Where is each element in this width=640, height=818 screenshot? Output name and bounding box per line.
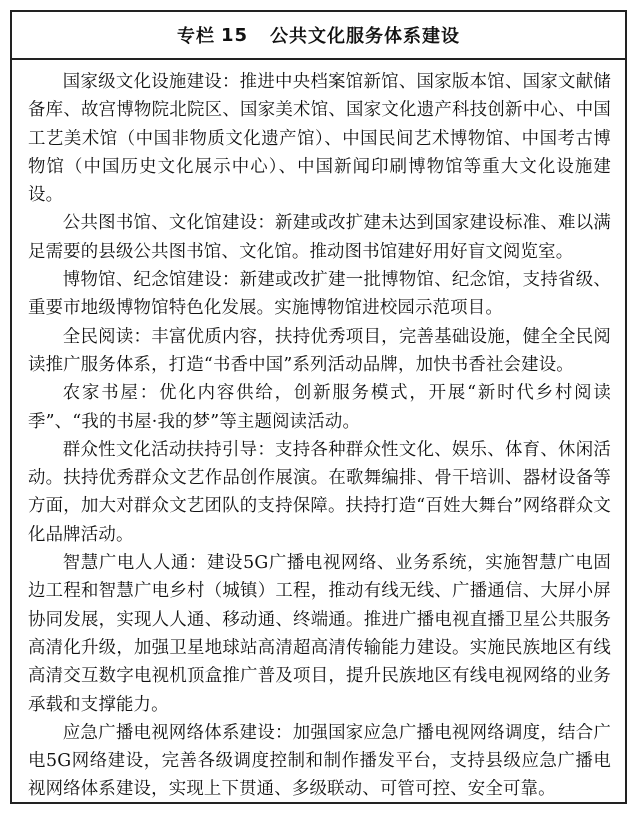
paragraph-farmhouse-bookstores: 农家书屋：优化内容供给，创新服务模式，开展“新时代乡村阅读季”、“我的书屋·我的梦”等主题阅读活动。	[28, 383, 611, 432]
column-box	[10, 10, 627, 804]
paragraph-national-facilities: 国家级文化设施建设：推进中央档案馆新馆、国家版本馆、国家文献储备库、故宫博物院北院区、国家美术馆、国家文化遗产科技创新中心、中国工艺美术馆（中国非物质文化遗产馆）、中国民间艺术博物馆、中国考古博物馆（中国历史文化展示中心）、中国新闻印刷博物馆等重大文化设施建设。	[28, 72, 611, 206]
paragraph-libraries-cultural-centers: 公共图书馆、文化馆建设：新建或改扩建未达到国家建设标准、难以满足需要的县级公共图书馆、文化馆。推动图书馆建好用好盲文阅览室。	[28, 213, 611, 262]
column-title: 公共文化服务体系建设	[270, 26, 461, 47]
column-number: 15	[220, 24, 249, 46]
column-body	[12, 60, 625, 804]
column-header	[12, 12, 625, 60]
column-label: 专栏	[176, 26, 215, 47]
paragraph-emergency-broadcasting: 应急广播电视网络体系建设：加强国家应急广播电视网络调度，结合广电5G网络建设，完善各级调度控制和制作播发平台，支持县级应急广播电视网络体系建设，实现上下贯通、多级联动、可管可控、安全可靠。	[28, 722, 611, 800]
paragraph-museums-memorials: 博物馆、纪念馆建设：新建或改扩建一批博物馆、纪念馆，支持省级、重要市地级博物馆特色化发展。实施博物馆进校园示范项目。	[28, 270, 611, 319]
paragraph-national-reading: 全民阅读：丰富优质内容，扶持优秀项目，完善基础设施，健全全民阅读推广服务体系，打造“书香中国”系列活动品牌，加快书香社会建设。	[28, 326, 611, 375]
paragraph-smart-broadcasting: 智慧广电人人通：建设5G广播电视网络、业务系统，实施智慧广电固边工程和智慧广电乡村（城镇）工程，推动有线无线、广播通信、大屏小屏协同发展，实现人人通、移动通、终端通。推进广播电视直播卫星公共服务高清化升级，加强卫星地球站高清超高清传输能力建设。实施民族地区有线高清交互数字电视机顶盒推广普及项目，提升民族地区有线电视网络的业务承载和支撑能力。	[28, 553, 611, 715]
paragraph-mass-cultural-activities: 群众性文化活动扶持引导：支持各种群众性文化、娱乐、体育、休闲活动。扶持优秀群众文艺作品创作展演。在歌舞编排、骨干培训、器材设备等方面，加大对群众文艺团队的支持保障。扶持打造“百姓大舞台”网络群众文化品牌活动。	[28, 439, 611, 545]
